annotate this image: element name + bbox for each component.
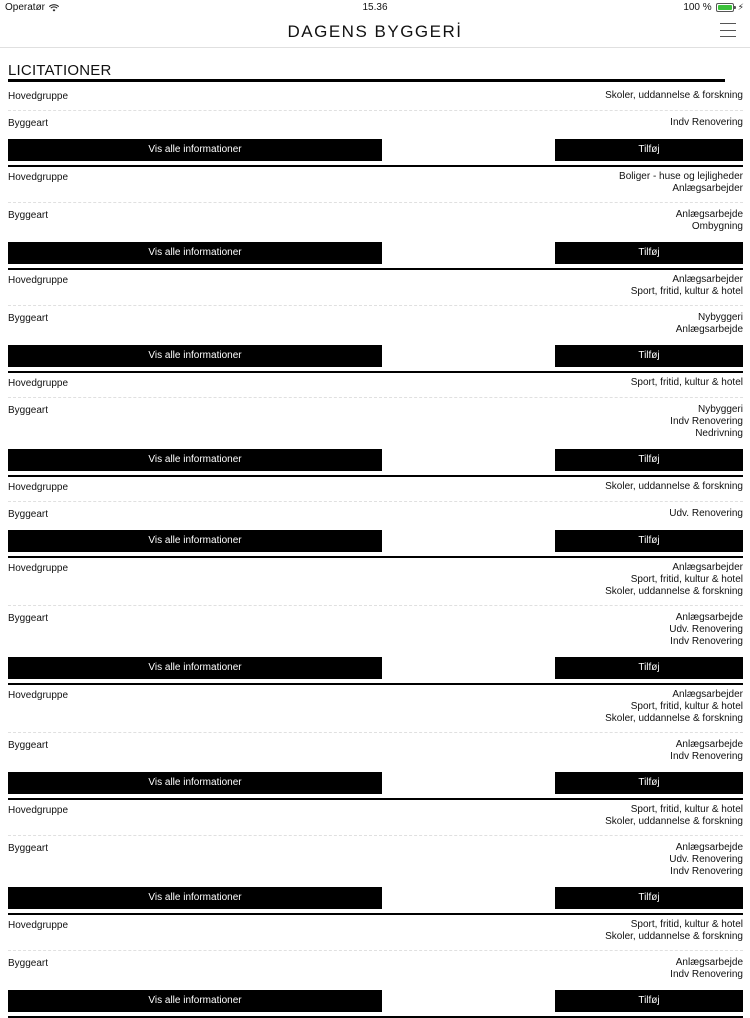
hovedgruppe-value: Skoler, uddannelse & forskning [605, 931, 743, 942]
byggeart-value: Anlægsarbejde [675, 842, 743, 853]
byggeart-value: Udv. Renovering [669, 624, 743, 635]
hovedgruppe-values [619, 171, 743, 195]
byggeart-value: Ombygning [691, 221, 743, 232]
tender-card [8, 800, 743, 915]
show-all-info-button[interactable]: Vis alle informationer [8, 990, 382, 1012]
tender-card [8, 558, 743, 685]
hovedgruppe-value: Skoler, uddannelse & forskning [605, 90, 743, 101]
card-actions [8, 772, 743, 794]
byggeart-row [8, 502, 743, 530]
hovedgruppe-value: Sport, fritid, kultur & hotel [630, 286, 743, 297]
carrier-name: Operatør [5, 2, 46, 13]
hovedgruppe-value: Sport, fritid, kultur & hotel [630, 919, 743, 930]
byggeart-row [8, 951, 743, 990]
hovedgruppe-values [605, 90, 743, 103]
hovedgruppe-label: Hovedgruppe [8, 378, 69, 389]
byggeart-value: Anlægsarbejde [675, 209, 743, 220]
hovedgruppe-label: Hovedgruppe [8, 563, 69, 574]
byggeart-row [8, 398, 743, 449]
byggeart-values [669, 508, 743, 521]
hovedgruppe-values [631, 274, 743, 298]
byggeart-label: Byggeart [8, 313, 49, 324]
byggeart-row [8, 203, 743, 242]
hovedgruppe-row [8, 800, 743, 836]
hovedgruppe-label: Hovedgruppe [8, 920, 69, 931]
byggeart-value: Indv Renovering [670, 866, 743, 877]
card-actions [8, 887, 743, 909]
card-actions [8, 657, 743, 679]
hovedgruppe-values [605, 562, 743, 598]
show-all-info-button[interactable]: Vis alle informationer [8, 139, 382, 161]
add-button[interactable]: Tilføj [555, 887, 743, 909]
byggeart-values [670, 957, 743, 981]
byggeart-value: Anlægsarbejde [675, 739, 743, 750]
byggeart-value: Indv Renovering [670, 636, 743, 647]
tender-card [8, 167, 743, 270]
byggeart-value: Indv Renovering [670, 751, 743, 762]
byggeart-row [8, 733, 743, 772]
add-button[interactable]: Tilføj [555, 772, 743, 794]
tender-card [8, 86, 743, 167]
hovedgruppe-label: Hovedgruppe [8, 172, 69, 183]
show-all-info-button[interactable]: Vis alle informationer [8, 449, 382, 471]
tender-card [8, 915, 743, 1018]
show-all-info-button[interactable]: Vis alle informationer [8, 887, 382, 909]
hovedgruppe-value: Skoler, uddannelse & forskning [605, 481, 743, 492]
card-actions [8, 990, 743, 1012]
hovedgruppe-row [8, 477, 743, 502]
byggeart-values [676, 312, 743, 336]
add-button[interactable]: Tilføj [555, 345, 743, 367]
byggeart-values [669, 612, 743, 648]
hovedgruppe-label: Hovedgruppe [8, 91, 69, 102]
card-actions [8, 449, 743, 471]
add-button[interactable]: Tilføj [555, 657, 743, 679]
hovedgruppe-value: Sport, fritid, kultur & hotel [630, 377, 743, 388]
brand-logo: DAGENS BYGGERİ [287, 22, 463, 41]
hovedgruppe-value: Anlægsarbejder [672, 689, 743, 700]
add-button[interactable]: Tilføj [555, 449, 743, 471]
hovedgruppe-value: Skoler, uddannelse & forskning [605, 816, 743, 827]
card-actions [8, 139, 743, 161]
byggeart-value: Indv Renovering [670, 969, 743, 980]
battery-icon [716, 3, 734, 12]
hovedgruppe-values [605, 689, 743, 725]
byggeart-row [8, 111, 743, 139]
tender-card [8, 270, 743, 373]
hovedgruppe-value: Sport, fritid, kultur & hotel [630, 574, 743, 585]
byggeart-values [676, 209, 743, 233]
show-all-info-button[interactable]: Vis alle informationer [8, 242, 382, 264]
hovedgruppe-value: Anlægsarbejder [672, 562, 743, 573]
hovedgruppe-value: Anlægsarbejder [672, 274, 743, 285]
byggeart-label: Byggeart [8, 509, 49, 520]
hovedgruppe-value: Boliger - huse og lejligheder [619, 171, 743, 182]
byggeart-value: Indv Renovering [670, 117, 743, 128]
hovedgruppe-row [8, 86, 743, 111]
tender-list [8, 86, 743, 1018]
add-button[interactable]: Tilføj [555, 530, 743, 552]
page-title: LICITATIONER [8, 62, 112, 79]
hovedgruppe-label: Hovedgruppe [8, 275, 69, 286]
byggeart-label: Byggeart [8, 210, 49, 221]
hovedgruppe-row [8, 558, 743, 606]
byggeart-values [670, 404, 743, 440]
byggeart-value: Anlægsarbejde [675, 957, 743, 968]
hovedgruppe-label: Hovedgruppe [8, 482, 69, 493]
app-header [0, 16, 750, 48]
hovedgruppe-row [8, 167, 743, 203]
hovedgruppe-label: Hovedgruppe [8, 805, 69, 816]
byggeart-label: Byggeart [8, 613, 49, 624]
byggeart-values [669, 842, 743, 878]
hovedgruppe-label: Hovedgruppe [8, 690, 69, 701]
battery-percent: 100 % [683, 2, 712, 13]
show-all-info-button[interactable]: Vis alle informationer [8, 772, 382, 794]
byggeart-value: Nybyggeri [697, 404, 743, 415]
tender-card [8, 685, 743, 800]
tender-card [8, 373, 743, 477]
tender-card [8, 477, 743, 558]
hovedgruppe-value: Anlægsarbejder [672, 183, 743, 194]
status-bar [0, 0, 750, 16]
hovedgruppe-values [605, 919, 743, 943]
battery-indicator [683, 2, 744, 13]
byggeart-values [670, 739, 743, 763]
hovedgruppe-values [605, 804, 743, 828]
byggeart-values [670, 117, 743, 130]
byggeart-row [8, 306, 743, 345]
byggeart-row [8, 836, 743, 887]
byggeart-row [8, 606, 743, 657]
hovedgruppe-row [8, 270, 743, 306]
show-all-info-button[interactable]: Vis alle informationer [8, 345, 382, 367]
hovedgruppe-value: Sport, fritid, kultur & hotel [630, 701, 743, 712]
hovedgruppe-values [631, 377, 743, 390]
add-button[interactable]: Tilføj [555, 990, 743, 1012]
byggeart-label: Byggeart [8, 118, 49, 129]
show-all-info-button[interactable]: Vis alle informationer [8, 530, 382, 552]
byggeart-label: Byggeart [8, 843, 49, 854]
byggeart-value: Udv. Renovering [669, 854, 743, 865]
clock: 15.36 [362, 2, 388, 13]
hamburger-menu-icon[interactable] [720, 23, 736, 37]
show-all-info-button[interactable]: Vis alle informationer [8, 657, 382, 679]
title-divider [8, 79, 725, 82]
add-button[interactable]: Tilføj [555, 139, 743, 161]
hovedgruppe-value: Sport, fritid, kultur & hotel [630, 804, 743, 815]
add-button[interactable]: Tilføj [555, 242, 743, 264]
byggeart-value: Anlægsarbejde [675, 324, 743, 335]
hovedgruppe-value: Skoler, uddannelse & forskning [605, 586, 743, 597]
byggeart-value: Nybyggeri [697, 312, 743, 323]
byggeart-value: Anlægsarbejde [675, 612, 743, 623]
charging-icon: ⚡ [737, 2, 744, 12]
hovedgruppe-value: Skoler, uddannelse & forskning [605, 713, 743, 724]
card-actions [8, 530, 743, 552]
card-actions [8, 242, 743, 264]
byggeart-value: Indv Renovering [670, 416, 743, 427]
byggeart-label: Byggeart [8, 740, 49, 751]
card-actions [8, 345, 743, 367]
hovedgruppe-values [605, 481, 743, 494]
hovedgruppe-row [8, 915, 743, 951]
hovedgruppe-row [8, 373, 743, 398]
hovedgruppe-row [8, 685, 743, 733]
byggeart-label: Byggeart [8, 405, 49, 416]
byggeart-value: Udv. Renovering [669, 508, 743, 519]
byggeart-value: Nedrivning [695, 428, 743, 439]
byggeart-label: Byggeart [8, 958, 49, 969]
